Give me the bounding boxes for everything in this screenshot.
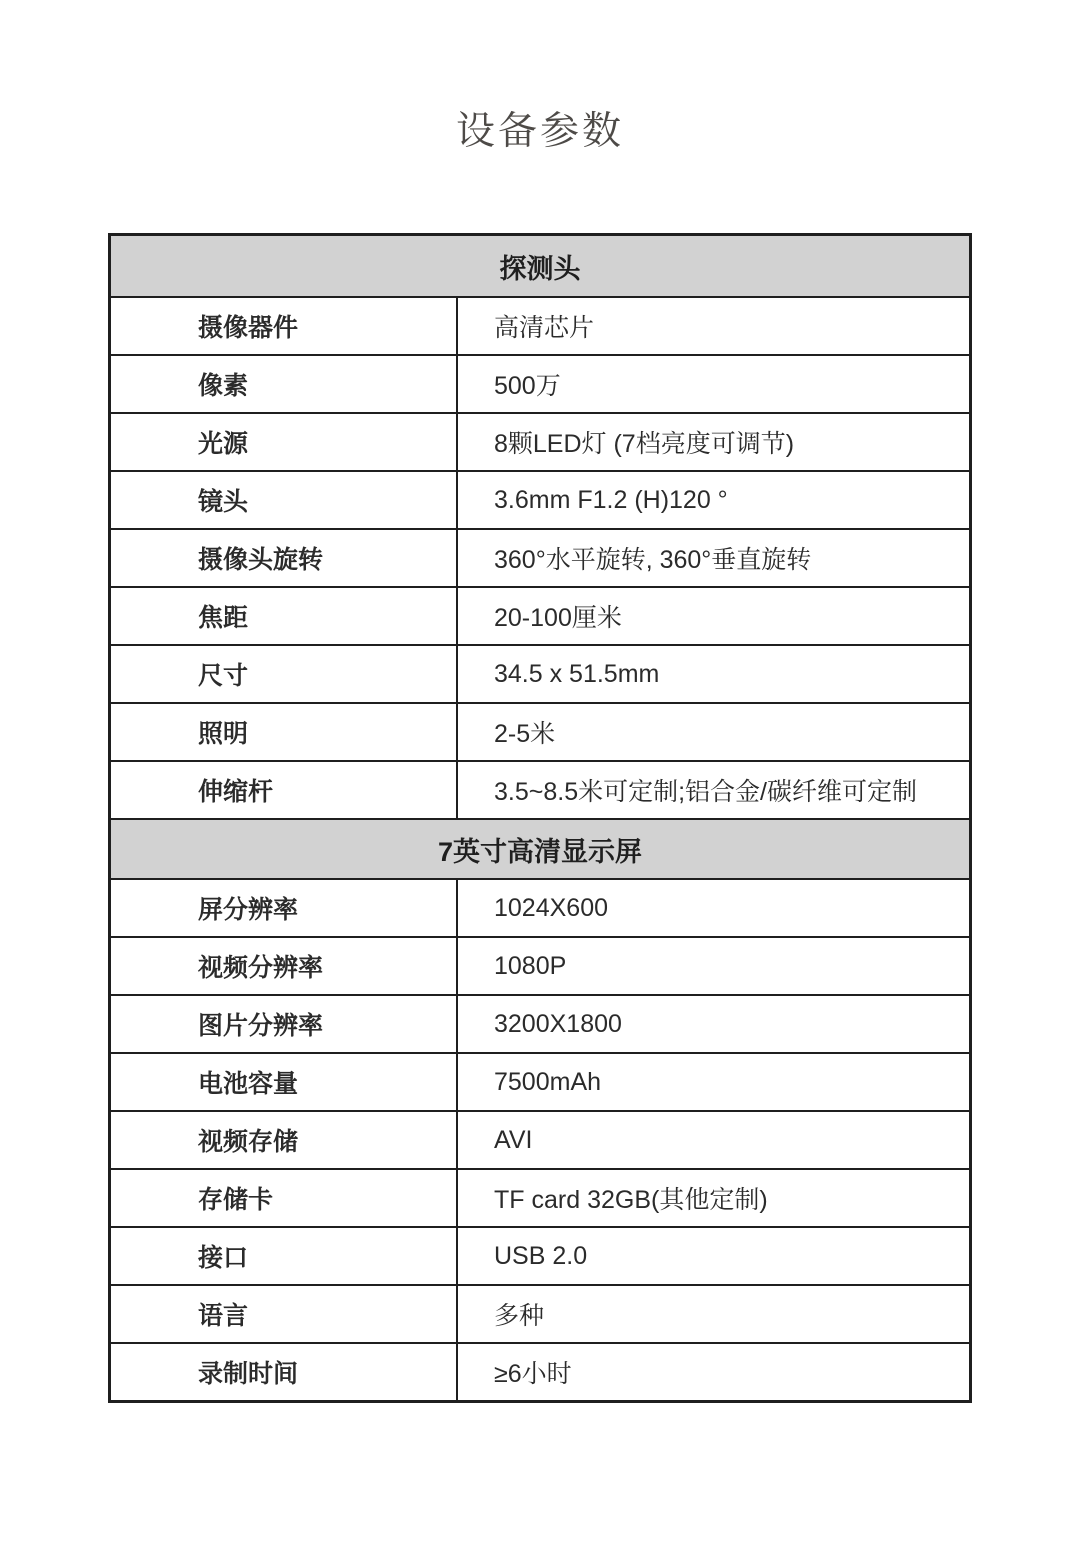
row-label: 图片分辨率: [111, 996, 458, 1052]
section-header-probe: 探测头: [111, 236, 969, 296]
row-value: 8颗LED灯 (7档亮度可调节): [494, 430, 795, 458]
row-value: 360°水平旋转, 360°垂直旋转: [494, 546, 812, 574]
row-label: 像素: [111, 356, 458, 412]
row-value: 20-100厘米: [494, 604, 622, 632]
table-row: [111, 702, 969, 760]
table-row: [111, 936, 969, 994]
row-label: 录制时间: [111, 1344, 458, 1400]
row-value: 3200X1800: [494, 1009, 622, 1038]
row-label: 视频存储: [111, 1112, 458, 1168]
row-label: 摄像头旋转: [111, 530, 458, 586]
table-row: [111, 470, 969, 528]
row-label: 语言: [111, 1286, 458, 1342]
row-label: 存储卡: [111, 1170, 458, 1226]
table-row: [111, 586, 969, 644]
spec-table: [108, 233, 972, 1403]
row-value: 7500mAh: [494, 1067, 602, 1096]
section-display: [111, 818, 969, 1400]
table-row: [111, 760, 969, 818]
row-label: 照明: [111, 704, 458, 760]
row-value: 3.5~8.5米可定制;铝合金/碳纤维可定制: [494, 778, 917, 806]
table-row: [111, 878, 969, 936]
page-title: 设备参数: [455, 110, 624, 153]
row-label: 摄像器件: [111, 298, 458, 354]
table-row: [111, 1226, 969, 1284]
table-row: [111, 1052, 969, 1110]
row-value: ≥6小时: [494, 1360, 572, 1388]
row-value: 3.6mm F1.2 (H)120 °: [494, 485, 728, 514]
row-label: 尺寸: [111, 646, 458, 702]
row-label: 接口: [111, 1228, 458, 1284]
table-row: [111, 1168, 969, 1226]
table-row: [111, 644, 969, 702]
table-row: [111, 1342, 969, 1400]
table-row: [111, 528, 969, 586]
row-label: 光源: [111, 414, 458, 470]
row-value: 2-5米: [494, 720, 556, 748]
row-value: 500万: [494, 372, 561, 400]
row-label: 屏分辨率: [111, 880, 458, 936]
row-value: 34.5 x 51.5mm: [494, 659, 660, 688]
section-probe: [111, 236, 969, 818]
row-label: 伸缩杆: [111, 762, 458, 818]
row-value: TF card 32GB(其他定制): [494, 1186, 768, 1214]
table-row: [111, 1110, 969, 1168]
row-value: 1024X600: [494, 893, 609, 922]
section-header-display: 7英寸高清显示屏: [111, 818, 969, 878]
row-value: 1080P: [494, 951, 567, 980]
row-label: 视频分辨率: [111, 938, 458, 994]
table-row: [111, 412, 969, 470]
row-label: 焦距: [111, 588, 458, 644]
row-label: 镜头: [111, 472, 458, 528]
row-value: 高清芯片: [494, 314, 595, 342]
table-row: [111, 994, 969, 1052]
row-value: USB 2.0: [494, 1241, 588, 1270]
table-row: [111, 296, 969, 354]
table-row: [111, 354, 969, 412]
row-label: 电池容量: [111, 1054, 458, 1110]
row-value: AVI: [494, 1125, 533, 1154]
row-value: 多种: [494, 1302, 545, 1330]
table-row: [111, 1284, 969, 1342]
